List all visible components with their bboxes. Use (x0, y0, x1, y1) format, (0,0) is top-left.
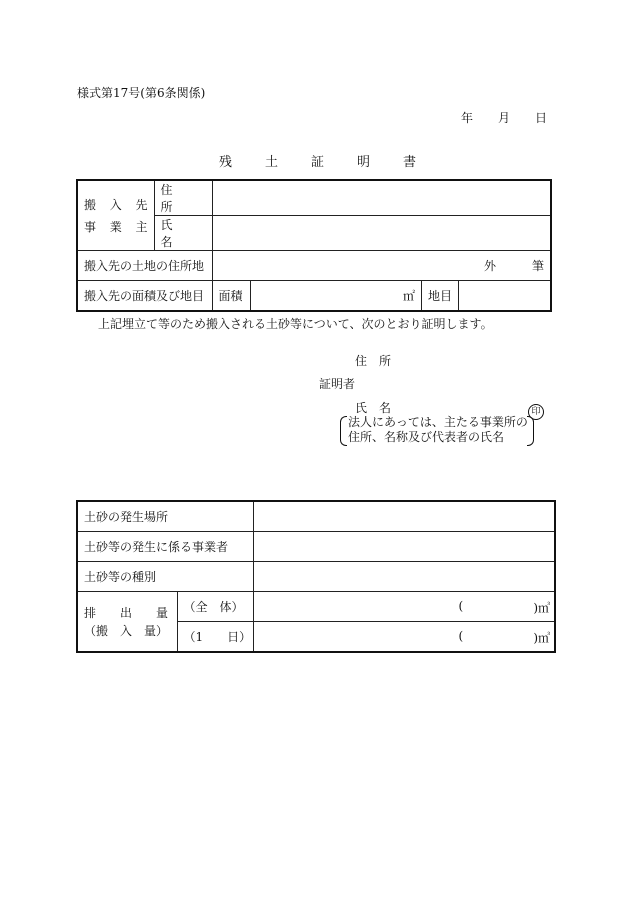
operator-address-field[interactable] (212, 180, 551, 216)
operator-address-label: 住 所 (154, 180, 212, 216)
certifier-address-label: 住 所 (355, 354, 392, 368)
destination-table (76, 179, 552, 312)
discharge-label: 排 出 量 （搬 入 量） (77, 592, 177, 653)
soil-table (76, 500, 556, 653)
total-unit: )㎥ (533, 601, 550, 615)
date-month-label: 月 (498, 111, 511, 125)
operator-label: 土砂等の発生に係る事業者 (77, 532, 253, 562)
right-bracket (527, 416, 534, 446)
form-number: 様式第17号(第6条関係) (77, 86, 206, 100)
area-field[interactable] (250, 281, 421, 312)
title-char-4: 明 (357, 155, 371, 170)
daily-label: （1 日） (177, 622, 253, 653)
area-label: 面積 (212, 281, 250, 312)
operator-name-field[interactable] (212, 216, 551, 251)
land-category-label: 地目 (421, 281, 458, 312)
seal-mark: 印 (528, 399, 544, 420)
title-char-1: 残 (219, 155, 233, 170)
area-category-label: 搬入先の面積及び地目 (77, 281, 212, 312)
daily-volume-field[interactable] (253, 622, 555, 653)
certifier-label: 証明者 (319, 377, 356, 391)
certifier-name-label: 氏 名 (355, 401, 392, 415)
title-char-5: 書 (403, 155, 417, 170)
daily-paren-open: ( (458, 629, 464, 643)
type-label: 土砂等の種別 (77, 562, 253, 592)
corporate-note-line2: 住所、名称及び代表者の氏名 (348, 430, 505, 444)
title-char-3: 証 (311, 155, 325, 170)
daily-unit: )㎥ (533, 631, 550, 645)
land-category-field[interactable] (458, 281, 551, 312)
total-paren-open: ( (458, 599, 464, 613)
operator-field[interactable] (253, 532, 555, 562)
title-char-2: 土 (265, 155, 279, 170)
operator-name-label: 氏 名 (154, 216, 212, 251)
statement-text: 上記埋立て等のため搬入される土砂等について、次のとおり証明します。 (98, 317, 493, 331)
destination-operator-label: 搬 入 先 事 業 主 (77, 180, 154, 251)
date-year-label: 年 (461, 111, 474, 125)
total-volume-field[interactable] (253, 592, 555, 622)
other-lots-label: 外 筆 (483, 259, 544, 273)
total-label: （全 体） (177, 592, 253, 622)
type-field[interactable] (253, 562, 555, 592)
origin-label: 土砂の発生場所 (77, 501, 253, 532)
corporate-note (340, 415, 534, 445)
corporate-note-line1: 法人にあっては、主たる事業所の (348, 415, 528, 429)
date-day-label: 日 (535, 111, 548, 125)
land-address-field[interactable] (212, 251, 551, 281)
land-address-label: 搬入先の土地の住所地 (77, 251, 212, 281)
area-unit: ㎡ (402, 289, 415, 303)
origin-field[interactable] (253, 501, 555, 532)
left-bracket (340, 416, 347, 446)
